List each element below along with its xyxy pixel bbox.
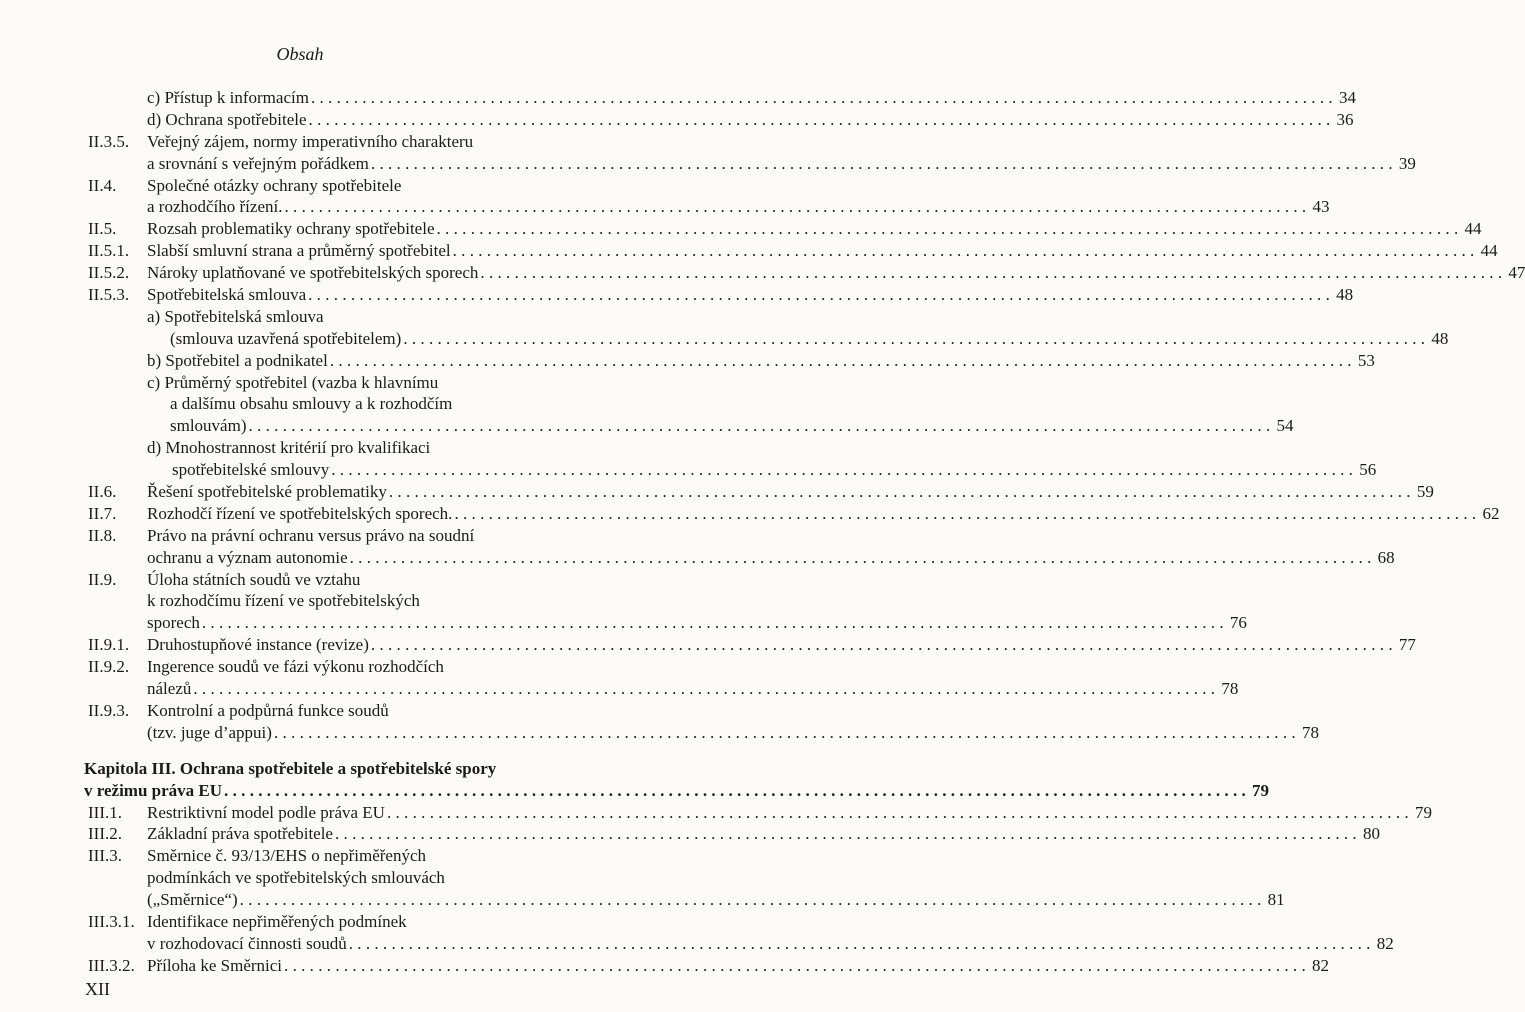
dot-leader: ........................................................................................................................ bbox=[308, 285, 1335, 305]
dot-leader: ........................................................................................................................ bbox=[386, 802, 1413, 822]
entry-title: c) Průměrný spotřebitel (vazba k hlavnímu bbox=[147, 372, 439, 392]
entry-title: Ingerence soudů ve fázi výkonu rozhodčích bbox=[147, 657, 444, 677]
entry-title: d) Ochrana spotřebitele bbox=[147, 109, 307, 129]
toc-entry-line bbox=[88, 328, 1449, 350]
dot-leader: ........................................................................................................................ bbox=[403, 328, 1430, 348]
page-ref: 56 bbox=[1359, 460, 1377, 480]
page-ref: 68 bbox=[1377, 547, 1395, 567]
toc-entry-line bbox=[88, 459, 1377, 481]
entry-title: Restriktivní model podle práva EU bbox=[147, 802, 385, 822]
entry-title: Identifikace nepřiměřených podmínek bbox=[147, 911, 407, 931]
toc-entry-line bbox=[88, 109, 1354, 131]
section-number: II.7. bbox=[88, 503, 117, 523]
page-ref: 82 bbox=[1312, 955, 1330, 975]
page-ref: 48 bbox=[1336, 285, 1354, 305]
toc-entry-line bbox=[88, 481, 1434, 503]
dot-leader: ........................................................................................................................ bbox=[193, 679, 1220, 699]
entry-title: smlouvám) bbox=[170, 416, 247, 436]
toc-entry-line bbox=[88, 547, 1395, 569]
dot-leader: ........................................................................................................................ bbox=[388, 482, 1415, 502]
page-ref: 47 bbox=[1508, 263, 1525, 283]
page-ref: 82 bbox=[1376, 933, 1394, 953]
toc-entry-line bbox=[88, 393, 568, 415]
toc-entry-line bbox=[88, 153, 1416, 175]
toc-entry-line bbox=[88, 867, 568, 889]
entry-title: a dalšímu obsahu smlouvy a k rozhodčím bbox=[170, 394, 453, 414]
page-number: XII bbox=[85, 979, 110, 999]
entry-title: („Směrnice“) bbox=[147, 890, 238, 910]
dot-leader: ........................................................................................................................ bbox=[273, 722, 1300, 742]
dot-leader: ........................................................................................................................ bbox=[308, 109, 1335, 129]
section-number: II.3.5. bbox=[88, 131, 130, 151]
entry-title: Rozhodčí řízení ve spotřebitelských sporech. bbox=[147, 503, 453, 523]
page-ref: 79 bbox=[1252, 780, 1270, 800]
toc-entry-line bbox=[88, 131, 568, 153]
dot-leader: ........................................................................................................................ bbox=[329, 350, 1356, 370]
page-ref: 39 bbox=[1398, 153, 1416, 173]
toc-entry-line bbox=[88, 240, 1498, 262]
page-ref: 34 bbox=[1338, 88, 1356, 107]
entry-title: Druhostupňové instance (revize) bbox=[147, 635, 369, 655]
page-ref: 44 bbox=[1480, 241, 1498, 261]
page-ref: 62 bbox=[1482, 503, 1500, 523]
page-ref: 80 bbox=[1362, 824, 1380, 844]
entry-title: Společné otázky ochrany spotřebitele bbox=[147, 175, 402, 195]
running-header: Obsah bbox=[276, 44, 324, 64]
entry-title: nálezů bbox=[147, 679, 192, 699]
entry-title: Příloha ke Směrnici bbox=[147, 955, 283, 975]
entry-title: c) Přístup k informacím bbox=[147, 88, 309, 107]
dot-leader: ........................................................................................................................ bbox=[239, 890, 1266, 910]
dot-leader: ........................................................................................................................ bbox=[284, 955, 1311, 975]
toc-entry-line bbox=[88, 823, 1380, 845]
entry-title: (smlouva uzavřená spotřebitelem) bbox=[170, 328, 402, 348]
toc-entry-line bbox=[88, 700, 568, 722]
page-ref: 36 bbox=[1336, 109, 1354, 129]
toc-entry-line bbox=[88, 656, 568, 678]
toc-entry-line bbox=[88, 955, 1330, 977]
toc-entry-line bbox=[88, 503, 1500, 525]
toc-entry-line bbox=[88, 284, 1354, 306]
entry-title: a) Spotřebitelská smlouva bbox=[147, 306, 324, 326]
toc-entry-line bbox=[88, 372, 568, 394]
page-ref: 54 bbox=[1276, 416, 1294, 436]
toc-entry-line bbox=[88, 218, 1482, 240]
entry-title: Slabší smluvní strana a průměrný spotřebitel bbox=[147, 241, 451, 261]
page-ref: 44 bbox=[1464, 219, 1482, 239]
dot-leader: ........................................................................................................................ bbox=[349, 547, 1376, 567]
section-number: II.6. bbox=[88, 482, 117, 502]
toc-entry-line bbox=[88, 437, 568, 459]
toc-entry-line bbox=[88, 889, 1285, 911]
entry-title: v rozhodovací činnosti soudů bbox=[147, 933, 347, 953]
toc-entry-line bbox=[88, 262, 1525, 284]
section-number: II.8. bbox=[88, 525, 117, 545]
toc-entry-line bbox=[88, 175, 568, 197]
section-number: III.1. bbox=[88, 802, 122, 822]
entry-title: Právo na právní ochranu versus právo na soudní bbox=[147, 525, 475, 545]
section-number: III.3.1. bbox=[88, 911, 135, 931]
toc-chapter-heading bbox=[84, 780, 1270, 802]
page-ref: 59 bbox=[1416, 482, 1434, 502]
entry-title: spotřebitelské smlouvy bbox=[172, 460, 330, 480]
entry-title: Rozsah problematiky ochrany spotřebitele bbox=[147, 219, 435, 239]
toc-entry-line bbox=[88, 196, 1330, 218]
section-number: II.9.3. bbox=[88, 700, 130, 720]
page-ref: 76 bbox=[1229, 613, 1247, 633]
dot-leader: ........................................................................................................................ bbox=[480, 263, 1507, 283]
entry-title: Veřejný zájem, normy imperativního charakteru bbox=[147, 131, 474, 151]
page-ref: 43 bbox=[1312, 197, 1330, 217]
toc-entry-line bbox=[88, 845, 568, 867]
toc-entry-line bbox=[88, 306, 568, 328]
page-ref: 79 bbox=[1414, 802, 1432, 822]
entry-title: Řešení spotřebitelské problematiky bbox=[147, 482, 387, 502]
toc-entry-line bbox=[88, 933, 1394, 955]
dot-leader: ........................................................................................................................ bbox=[436, 219, 1463, 239]
toc-entry-line bbox=[88, 525, 568, 547]
toc-entry-line bbox=[88, 612, 1247, 634]
page-ref: 78 bbox=[1221, 679, 1239, 699]
dot-leader: ........................................................................................................................ bbox=[348, 933, 1375, 953]
dot-leader: ........................................................................................................................ bbox=[224, 780, 1251, 800]
entry-title: sporech bbox=[147, 613, 200, 633]
entry-title: Nároky uplatňované ve spotřebitelských sporech bbox=[147, 263, 479, 283]
dot-leader: ........................................................................................................................ bbox=[334, 824, 1361, 844]
section-number: II.5.1. bbox=[88, 241, 130, 261]
section-number: II.4. bbox=[88, 175, 117, 195]
section-number: II.9. bbox=[88, 569, 117, 589]
entry-title: Úloha státních soudů ve vztahu bbox=[147, 569, 361, 589]
toc-entry-line bbox=[88, 634, 1416, 656]
entry-title: a srovnání s veřejným pořádkem bbox=[147, 153, 369, 173]
dot-leader: ........................................................................................................................ bbox=[452, 241, 1479, 261]
section-number: II.9.1. bbox=[88, 635, 130, 655]
dot-leader: ........................................................................................................................ bbox=[310, 88, 1337, 107]
entry-title: podmínkách ve spotřebitelských smlouvách bbox=[147, 868, 445, 888]
toc-entry-line bbox=[88, 569, 568, 591]
toc-chapter-heading bbox=[84, 758, 568, 780]
toc-entry-line bbox=[88, 722, 1319, 744]
toc-entry-line bbox=[88, 590, 568, 612]
entry-title: Kontrolní a podpůrná funkce soudů bbox=[147, 700, 389, 720]
dot-leader: ........................................................................................................................ bbox=[331, 460, 1358, 480]
dot-leader: ........................................................................................................................ bbox=[454, 503, 1481, 523]
page-ref: 78 bbox=[1301, 722, 1319, 742]
section-number: II.9.2. bbox=[88, 657, 130, 677]
page-ref: 81 bbox=[1267, 890, 1285, 910]
page-ref: 48 bbox=[1431, 328, 1449, 348]
section-gap bbox=[88, 744, 568, 758]
entry-title: d) Mnohostrannost kritérií pro kvalifikaci bbox=[147, 438, 431, 458]
dot-leader: ........................................................................................................................ bbox=[370, 635, 1397, 655]
toc-entry-line bbox=[88, 802, 1432, 824]
entry-title: ochranu a význam autonomie bbox=[147, 547, 348, 567]
section-number: II.5.3. bbox=[88, 285, 130, 305]
entry-title: a rozhodčího řízení. bbox=[147, 197, 283, 217]
page-ref: 77 bbox=[1398, 635, 1416, 655]
dot-leader: ........................................................................................................................ bbox=[370, 153, 1397, 173]
page-ref: 53 bbox=[1357, 350, 1375, 370]
table-of-contents bbox=[84, 87, 1525, 977]
toc-entry-line bbox=[88, 350, 1375, 372]
toc-entry-line bbox=[88, 87, 1356, 109]
toc-entry-line bbox=[88, 678, 1239, 700]
entry-title: v režimu práva EU bbox=[84, 780, 223, 800]
entry-title: Směrnice č. 93/13/EHS o nepřiměřených bbox=[147, 846, 427, 866]
section-number: III.2. bbox=[88, 824, 122, 844]
entry-title: Základní práva spotřebitele bbox=[147, 824, 333, 844]
entry-title: b) Spotřebitel a podnikatel bbox=[147, 350, 328, 370]
entry-title: Kapitola III. Ochrana spotřebitele a spotřebitelské spory bbox=[84, 758, 497, 778]
toc-entry-line bbox=[88, 415, 1294, 437]
dot-leader: ........................................................................................................................ bbox=[201, 613, 1228, 633]
section-number: II.5.2. bbox=[88, 263, 130, 283]
entry-title: k rozhodčímu řízení ve spotřebitelských bbox=[147, 591, 420, 611]
section-number: II.5. bbox=[88, 219, 117, 239]
dot-leader: ........................................................................................................................ bbox=[284, 197, 1311, 217]
entry-title: Spotřebitelská smlouva bbox=[147, 285, 307, 305]
entry-title: (tzv. juge d’appui) bbox=[147, 722, 272, 742]
section-number: III.3. bbox=[88, 846, 122, 866]
toc-entry-line bbox=[88, 911, 568, 933]
section-number: III.3.2. bbox=[88, 955, 135, 975]
dot-leader: ........................................................................................................................ bbox=[248, 416, 1275, 436]
